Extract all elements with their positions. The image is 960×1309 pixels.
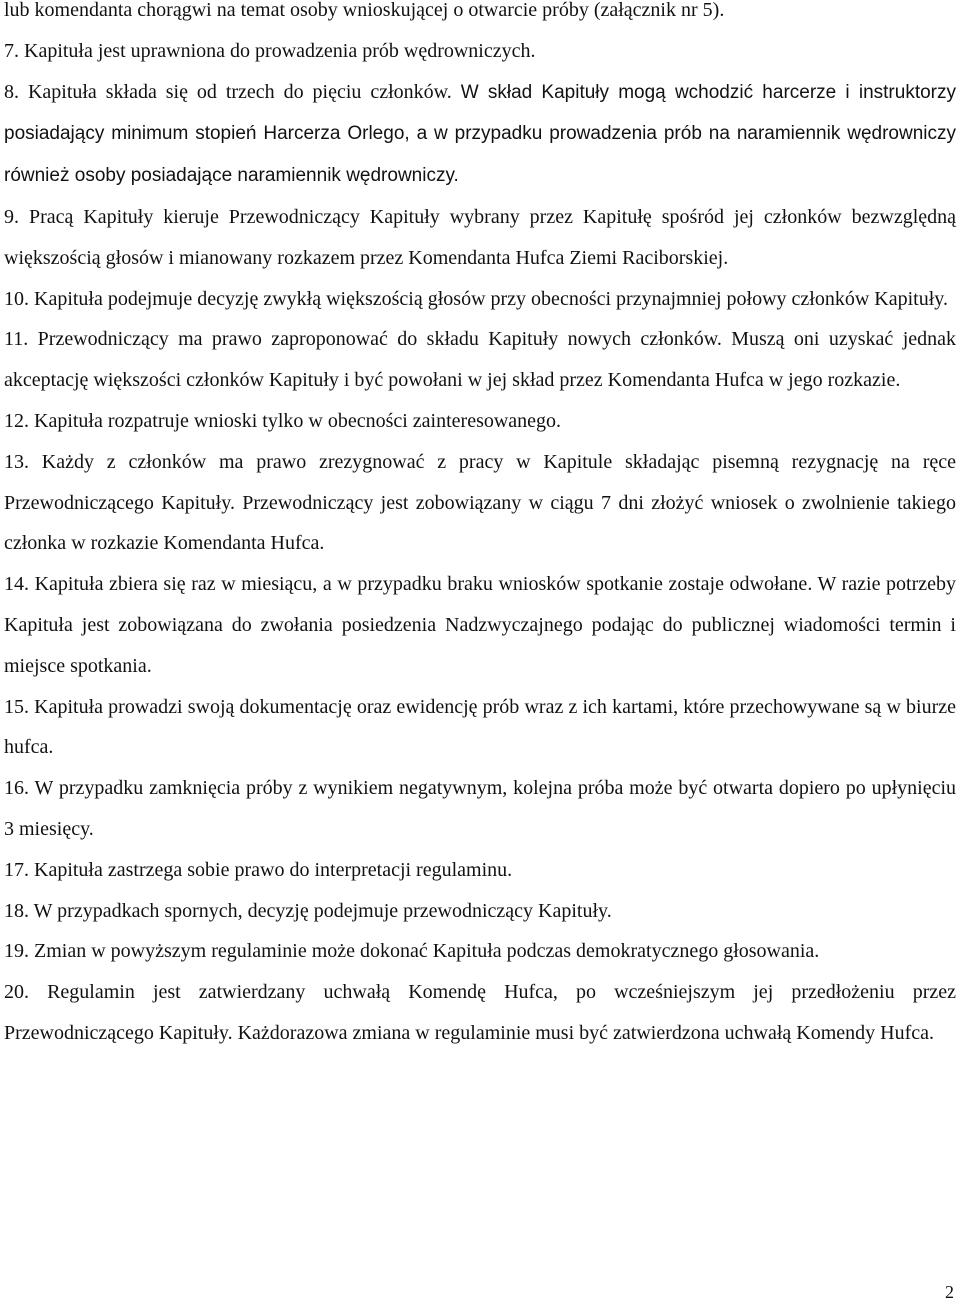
document-page xyxy=(4,0,956,1054)
paragraph-text: Pracą Kapituły kieruje Przewodniczący Kapituły wybrany przez Kapitułę spośród jej członków bezwzględną większością głosów i mianowany rozkazem przez Komendanta Hufca Ziemi Raciborskiej. xyxy=(4,205,956,269)
paragraph-text: Zmian w powyższym regulaminie może dokonać Kapituła podczas demokratycznego głosowania. xyxy=(34,940,820,963)
paragraph-19 xyxy=(4,931,956,972)
paragraph-text: Kapituła zastrzega sobie prawo do interpretacji regulaminu. xyxy=(34,858,513,881)
paragraph-text: Każdy z członków ma prawo zrezygnować z pracy w Kapitule składając pisemną rezygnację na ręce Przewodniczącego Kapituły. Przewodniczący jest zobowiązany w ciągu 7 dni złożyć wniosek o zwolnienie takiego członka w rozkazie Komendanta Hufca. xyxy=(4,450,957,555)
paragraph-text: lub komendanta chorągwi na temat osoby wnioskującej o otwarcie próby (załącznik nr 5). xyxy=(4,0,725,21)
paragraph-continuation xyxy=(4,0,956,31)
paragraph-number: 17. xyxy=(4,858,29,881)
paragraph-number: 9. xyxy=(4,205,19,228)
paragraph-text-continued: W skład Kapituły mogą wchodzić harcerze i instruktorzy posiadający minimum stopień Harcerza Orlego, a w przypadku prowadzenia prób na naramiennik wędrowniczy również osoby posiadające naramiennik wędrowniczy. xyxy=(4,81,956,187)
paragraph-18 xyxy=(4,891,956,932)
paragraph-text: Kapituła zbiera się raz w miesiącu, a w przypadku braku wniosków spotkanie zostaje odwołane. W razie potrzeby Kapituła jest zobowiązana do zwołania posiedzenia Nadzwyczajnego podając do publicznej wiadomości termin i miejsce spotkania. xyxy=(4,573,957,677)
paragraph-number: 13. xyxy=(4,450,29,473)
paragraph-number: 11. xyxy=(4,328,29,351)
paragraph-7 xyxy=(4,31,956,72)
paragraph-number: 8. xyxy=(4,80,19,103)
paragraph-number: 14. xyxy=(4,573,29,596)
paragraph-number: 10. xyxy=(4,287,29,310)
paragraph-text: Kapituła jest uprawniona do prowadzenia prób wędrowniczych. xyxy=(24,39,536,62)
paragraph-text: Kapituła rozpatruje wnioski tylko w obecności zainteresowanego. xyxy=(34,409,562,432)
paragraph-text: Kapituła podejmuje decyzję zwykłą większością głosów przy obecności przynajmniej połowy członków Kapituły. xyxy=(34,287,948,310)
paragraph-9 xyxy=(4,197,956,279)
paragraph-text: Kapituła prowadzi swoją dokumentację oraz ewidencję prób wraz z ich kartami, które przechowywane są w biurze hufca. xyxy=(4,695,957,759)
paragraph-number: 12. xyxy=(4,409,29,432)
paragraph-number: 18. xyxy=(4,899,29,922)
paragraph-13 xyxy=(4,442,956,564)
paragraph-text: W przypadku zamknięcia próby z wynikiem negatywnym, kolejna próba może być otwarta dopiero po upłynięciu 3 miesięcy. xyxy=(4,777,957,840)
paragraph-15 xyxy=(4,687,956,769)
paragraph-10 xyxy=(4,279,956,320)
paragraph-14 xyxy=(4,564,956,686)
paragraph-number: 20. xyxy=(4,981,29,1004)
paragraph-text: Przewodniczący ma prawo zaproponować do składu Kapituły nowych członków. Muszą oni uzyskać jednak akceptację większości członków Kapituły i być powołani w jej skład przez Komendanta Hufca w jego rozkazie. xyxy=(4,328,956,392)
paragraph-number: 7. xyxy=(4,39,19,62)
page-number: 2 xyxy=(945,1282,954,1302)
paragraph-8 xyxy=(4,72,956,197)
paragraph-20 xyxy=(4,972,956,1054)
paragraph-number: 15. xyxy=(4,695,29,718)
paragraph-11 xyxy=(4,319,956,401)
paragraph-text: W przypadkach spornych, decyzję podejmuje przewodniczący Kapituły. xyxy=(33,899,612,922)
paragraph-17 xyxy=(4,850,956,891)
paragraph-number: 16. xyxy=(4,777,29,800)
paragraph-12 xyxy=(4,401,956,442)
paragraph-text: Regulamin jest zatwierdzany uchwałą Komendę Hufca, po wcześniejszym jej przedłożeniu przez Przewodniczącego Kapituły. Każdorazowa zmiana w regulaminie musi być zatwierdzona uchwałą Komendy Hufca. xyxy=(4,981,956,1044)
paragraph-text: Kapituła składa się od trzech do pięciu członków. xyxy=(27,80,452,103)
paragraph-16 xyxy=(4,768,956,850)
paragraph-number: 19. xyxy=(4,940,29,963)
